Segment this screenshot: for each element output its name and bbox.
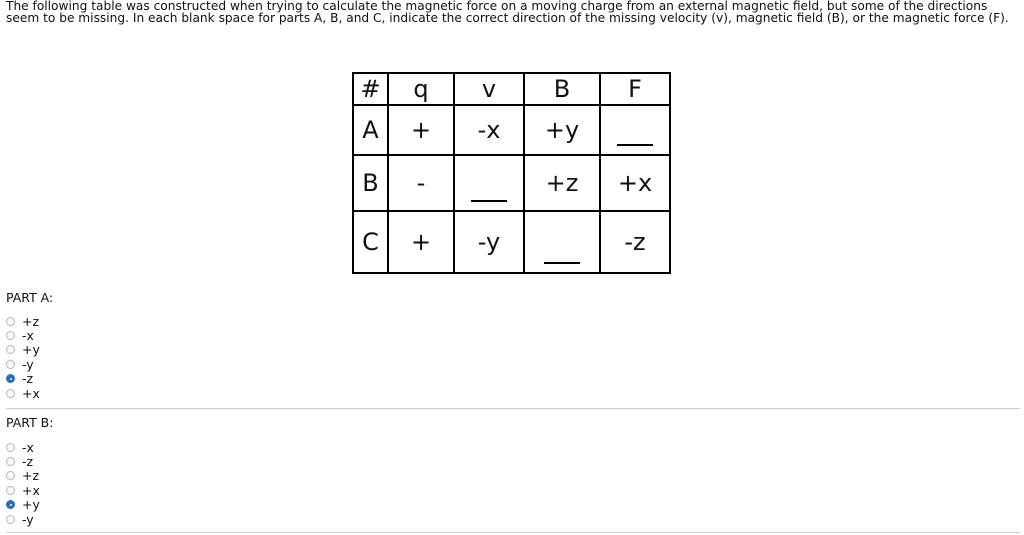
- option-label: +x: [22, 385, 40, 401]
- option-label: +y: [22, 342, 40, 358]
- part-b-options: [6, 440, 40, 526]
- option-label: +z: [22, 313, 40, 329]
- radio-button[interactable]: [6, 486, 15, 495]
- option-label: -x: [22, 328, 34, 344]
- blank-line: [544, 262, 580, 264]
- part-a-option-selected[interactable]: [6, 372, 40, 386]
- radio-button-selected[interactable]: [6, 374, 15, 383]
- radio-button[interactable]: [6, 471, 15, 480]
- option-label: -x: [22, 439, 34, 455]
- radio-button[interactable]: [6, 389, 15, 398]
- row-label: C: [353, 211, 388, 273]
- table-row: [353, 155, 670, 211]
- part-b-option-selected[interactable]: [6, 498, 40, 512]
- part-b-option[interactable]: [6, 454, 40, 468]
- header-velocity: v: [454, 73, 524, 105]
- part-b-label: PART B:: [6, 415, 54, 430]
- part-a-label: PART A:: [6, 290, 54, 305]
- radio-button[interactable]: [6, 443, 15, 452]
- part-b-option[interactable]: [6, 469, 40, 483]
- cell-force: +x: [600, 155, 670, 211]
- row-label: A: [353, 105, 388, 155]
- option-label: +y: [22, 497, 40, 513]
- header-number: #: [353, 73, 388, 105]
- radio-button[interactable]: [6, 457, 15, 466]
- cell-field: +z: [524, 155, 600, 211]
- radio-button[interactable]: [6, 360, 15, 369]
- option-label: +x: [22, 482, 40, 498]
- part-a-option[interactable]: [6, 357, 40, 371]
- row-label: B: [353, 155, 388, 211]
- option-label: -z: [22, 454, 34, 470]
- table-row: [353, 211, 670, 273]
- part-b-option[interactable]: [6, 483, 40, 497]
- cell-charge: +: [388, 105, 454, 155]
- blank-line: [617, 144, 653, 146]
- cell-velocity: -y: [454, 211, 524, 273]
- header-field: B: [524, 73, 600, 105]
- radio-button[interactable]: [6, 515, 15, 524]
- radio-button[interactable]: [6, 331, 15, 340]
- blank-velocity-cell: [454, 155, 524, 211]
- option-label: -y: [22, 511, 34, 527]
- section-divider: [6, 532, 1020, 533]
- part-a-option[interactable]: [6, 314, 40, 328]
- cell-charge: +: [388, 211, 454, 273]
- cell-charge: -: [388, 155, 454, 211]
- table-header-row: [353, 73, 670, 105]
- part-a-options: [6, 314, 40, 400]
- question-text: The following table was constructed when trying to calculate the magnetic force on a moving charge from an external magnetic field, but some of the directions seem to be missing. In each blank space for parts A, B, and C, indicate the correct direction of the missing velocity (v), magnetic field (B), or the magnetic force (F).: [6, 0, 1009, 25]
- header-charge: q: [388, 73, 454, 105]
- part-a-option[interactable]: [6, 386, 40, 400]
- option-label: -y: [22, 356, 34, 372]
- radio-button-selected[interactable]: [6, 500, 15, 509]
- header-force: F: [600, 73, 670, 105]
- blank-force-cell: [600, 105, 670, 155]
- cell-velocity: -x: [454, 105, 524, 155]
- blank-line: [471, 200, 507, 202]
- option-label: -z: [22, 371, 34, 387]
- cell-force: -z: [600, 211, 670, 273]
- radio-button[interactable]: [6, 317, 15, 326]
- direction-table-image: [352, 72, 671, 274]
- section-divider: [6, 408, 1020, 409]
- part-b-option[interactable]: [6, 512, 40, 526]
- cell-field: +y: [524, 105, 600, 155]
- part-a-option[interactable]: [6, 343, 40, 357]
- blank-field-cell: [524, 211, 600, 273]
- option-label: +z: [22, 468, 40, 484]
- direction-table: [352, 72, 671, 274]
- part-b-option[interactable]: [6, 440, 40, 454]
- radio-button[interactable]: [6, 345, 15, 354]
- table-row: [353, 105, 670, 155]
- part-a-option[interactable]: [6, 328, 40, 342]
